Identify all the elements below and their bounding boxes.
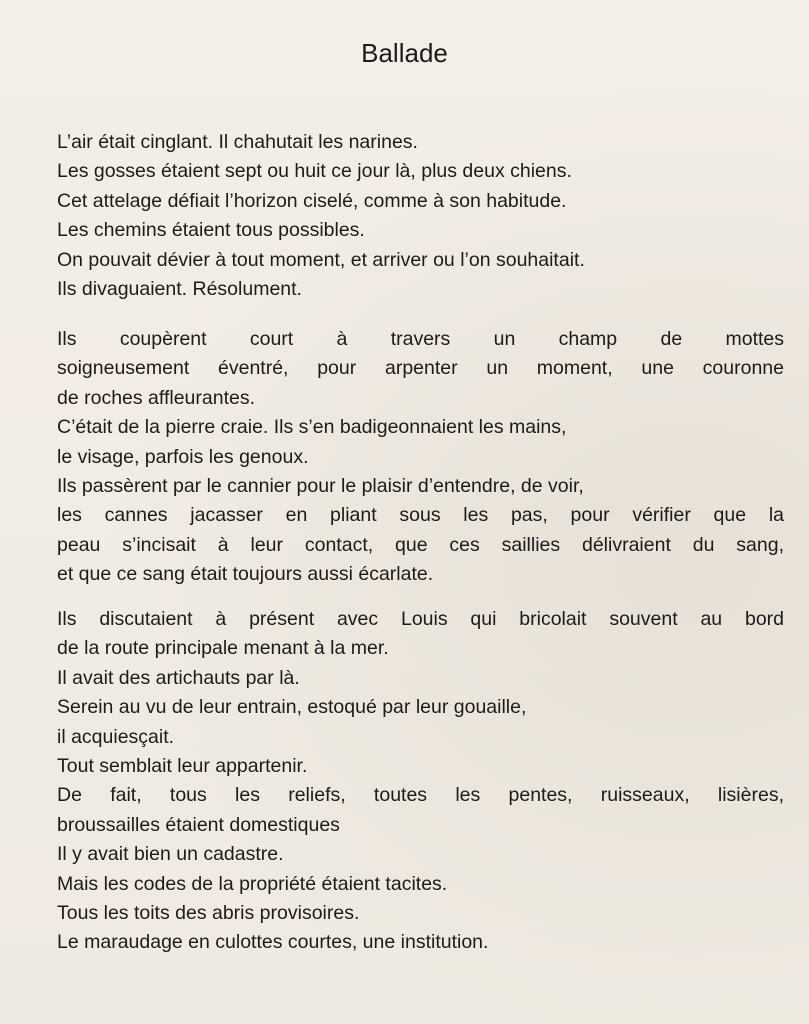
- text-line: Ils passèrent par le cannier pour le plaisir d’entendre, de voir,: [57, 475, 584, 498]
- text-line: soigneusement éventré, pour arpenter un moment, une couronne: [57, 357, 784, 380]
- text-line: Ils divaguaient. Résolument.: [57, 278, 302, 301]
- text-line: Serein au vu de leur entrain, estoqué par leur gouaille,: [57, 696, 527, 719]
- text-line: de la route principale menant à la mer.: [57, 637, 389, 660]
- text-line: C’était de la pierre craie. Ils s’en badigeonnaient les mains,: [57, 416, 567, 439]
- text-line: Les gosses étaient sept ou huit ce jour là, plus deux chiens.: [57, 160, 572, 183]
- stanza-1: [57, 128, 784, 304]
- text-line: Le maraudage en culottes courtes, une institution.: [57, 931, 489, 954]
- text-line: On pouvait dévier à tout moment, et arriver ou l’on souhaitait.: [57, 248, 585, 271]
- text-line: De fait, tous les reliefs, toutes les pentes, ruisseaux, lisières,: [57, 784, 784, 807]
- text-line: de roches affleurantes.: [57, 386, 256, 409]
- text-line: les cannes jacasser en pliant sous les pas, pour vérifier que la: [57, 504, 784, 527]
- stanza-2: [57, 325, 784, 590]
- text-line: Mais les codes de la propriété étaient tacites.: [57, 872, 448, 895]
- text-line: L’air était cinglant. Il chahutait les narines.: [57, 131, 418, 153]
- text-line: Les chemins étaient tous possibles.: [57, 219, 365, 242]
- text-line: Ils coupèrent court à travers un champ de mottes: [57, 328, 784, 350]
- page-title: Ballade: [361, 38, 448, 68]
- text-line: et que ce sang était toujours aussi écarlate.: [57, 563, 434, 586]
- text-line: peau s’incisait à leur contact, que ces saillies délivraient du sang,: [57, 533, 784, 556]
- text-line: Tous les toits des abris provisoires.: [57, 902, 360, 925]
- text-line: il acquiesçait.: [57, 725, 175, 748]
- text-line: broussailles étaient domestiques: [57, 813, 340, 836]
- text-line: Ils discutaient à présent avec Louis qui bricolait souvent au bord: [57, 608, 784, 630]
- text-line: le visage, parfois les genoux.: [57, 445, 309, 468]
- stanza-3: [57, 605, 784, 958]
- text-line: Cet attelage défiait l’horizon ciselé, comme à son habitude.: [57, 189, 567, 212]
- text-line: Tout semblait leur appartenir.: [57, 755, 308, 778]
- text-line: Il avait des artichauts par là.: [57, 666, 300, 689]
- text-line: Il y avait bien un cadastre.: [57, 843, 284, 866]
